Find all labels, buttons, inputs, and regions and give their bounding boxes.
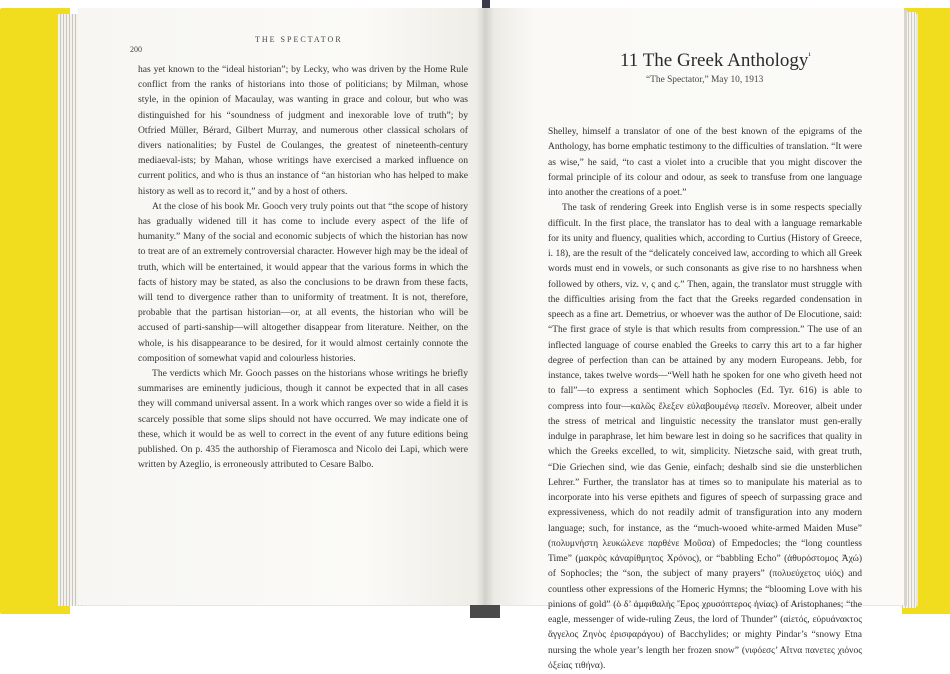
chapter-source: “The Spectator,” May 10, 1913 xyxy=(646,75,764,85)
page-edge-shadow xyxy=(904,10,907,606)
page-number: 200 xyxy=(130,45,142,54)
paragraph: has yet known to the “ideal historian”; by Lecky, who was driven by the Home Rule conflict from the ranks of historians into those of politicians; by Milman, whose style, in the opinion of Macaulay, was wanting in grace and colour, but who was distinguished for his “soundness of judgment and inexorable love of truth”; by Otfried Müller, Bérard, Gilbert Murray, and numerous other classical scholars of divers nationalities; by Fustel de Coulanges, the greatest of nineteenth-century mediaeval-ists; by Mahan, whose writings have exercised a marked influence on current politics, and who is thus an instance of “an historian who has helped to make history as well as to record it,” and by a host of others. xyxy=(138,64,468,197)
paragraph: The verdicts which Mr. Gooch passes on the historians whose writings he briefly summarises are eminently judicious, though it cannot be expected that in all cases they will command universal assent. In a work which ranges over so wide a field it is scarcely possible that some slips should not have occurred. We may indicate one of these, which it would be as well to correct in the event of any future editions being published. On p. 435 the authorship of Fieramosca and Nicolo dei Lapi, which were written by Azeglio, is erroneously attributed to Cesare Balbo. xyxy=(138,368,468,471)
chapter-title xyxy=(620,50,811,72)
paragraph: Shelley, himself a translator of one of the best known of the epigrams of the Anthology, has borne emphatic testimony to the difficulties of translation. “It were as wise,” he said, “to cast a violet into a crucible that you might discover the formal principle of its colour and odour, as seek to transfuse from one language into another the creations of a poet.” xyxy=(548,127,862,198)
paragraph: The task of rendering Greek into English verse is in some respects specially difficult. In the first place, the translator has to deal with a language remarkable for its unity and fluency, qualities which, according to Curtius (History of Greece, i. 18), are the result of the “delicately conceived law, according to which all Greek words must end in vowels, or such consonants as give rise to no harshness when followed by others, viz. ν, ς and ς.” Then, again, the translator must struggle with the difficulties arising from the fact that the Greeks regarded condensation in speech as a fine art. Demetrius, or whoever was the author of De Elocutione, said: “The first grace of style is that which results from compression.” The use of an inflected language of course enabled the Greeks to carry this art to a far higher degree of perfection than can be attained by any modern Europeans. Jebb, for instance, takes twelve words—“Well hath he spoken for one who giveth heed not to fall”—to express a sentiment which Sophocles (Ed. Tyr. 616) is able to compress into four—καλῶς ἔλεξεν εὐλαβουμένῳ πεσεῖν. Moreover, albeit under the stress of metrical and linguistic necessity the translator must gen-erally indulge in paraphrase, let him beware lest in doing so he sacrifices that quality in which the Greeks excelled, to wit, simplicity. Nietzsche said, with great truth, “Die Griechen sind, wie das Genie, einfach; deshalb sind sie die unsterblichen Lehrer.” Further, the translator has at times so to manipulate his material as to incorporate into his verse epithets and figures of speech of surpassing grace and expressiveness, which do not readily admit of transfiguration into any modern language; such, for instance, as the “much-wooed white-armed Maiden Muse” (πολυμνήστη λευκώλενε παρθένε Μοῦσα) of Empedocles; the “long countless Time” (μακρὸς κἀναρίθμητος Χρόνος), or “babbling Echo” (ἀθυρόστομος Ἀχώ) of Sophocles; the “son, the subject of many prayers” (πολυεύχετος υἱός) and countless other expressions of the Homeric Hymns; the “blooming Love with his pinions of gold” (ὁ δ’ ἀμφιθαλὴς Ἔρος χρυσόπτερος ἠνίας) of Aristophanes; “the eagle, messenger of wide-ruling Zeus, the lord of Thunder” (αἰετός, εὐρυάνακτος ἄγγελος Ζηνὸς ἐρισφαράγου) of Bacchylides; or mighty Pindar’s “snowy Etna nursing the whole year’s length her frozen snow” (νιφόεσς’ Αἴτνα πανετες χιόνος ὀξείας τιθήνα). xyxy=(548,203,862,671)
left-page-text xyxy=(138,62,468,472)
spine-bottom xyxy=(470,604,500,618)
footnote-marker: ¹ xyxy=(808,50,812,61)
paragraph: At the close of his book Mr. Gooch very truly points out that “the scope of history has gradually widened till it has come to include every aspect of the life of humanity.” Many of the social and economic subjects of which the historian has now to treat are of an extremely controversial character. However high may be the ideal of truth, which will be entertained, it would appear that the various forms in which the facts of history may be stated, as also the conclusions to be drawn from these facts, will tend to divergence rather than to uniformity of treatment. It is not, therefore, probable that the partisan historian—or, at all events, the historian who will be accused of parti-sanship—will altogether disappear from literature. Neither, on the whole, is his disappearance to be desired, for it would almost certainly connote the composition of somewhat vapid and colourless histories. xyxy=(138,200,468,364)
chapter-title-text: 11 The Greek Anthology xyxy=(620,50,809,71)
running-head: THE SPECTATOR xyxy=(255,35,343,44)
right-page-text xyxy=(548,125,862,674)
book-gutter xyxy=(476,8,494,605)
